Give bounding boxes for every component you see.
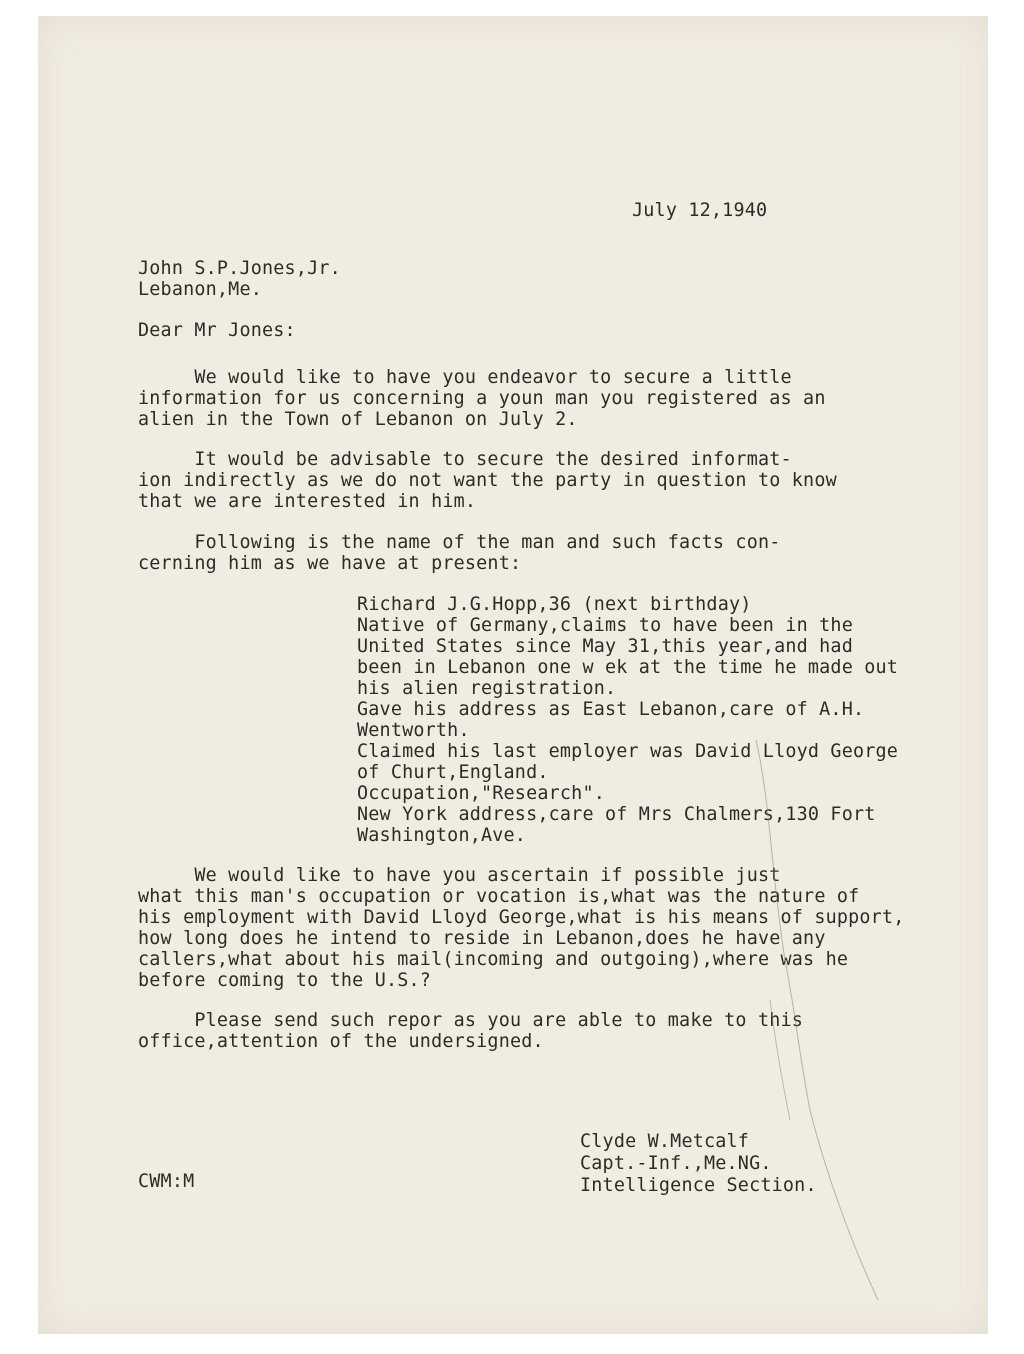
paragraph-line: office,attention of the undersigned. bbox=[138, 1031, 544, 1052]
paragraph-line: We would like to have you endeavor to secure a little bbox=[138, 367, 792, 388]
salutation: Dear Mr Jones: bbox=[138, 320, 296, 341]
paragraph-line: that we are interested in him. bbox=[138, 491, 477, 512]
paragraph-line: We would like to have you ascertain if possible just bbox=[138, 865, 781, 886]
paragraph-line: what this man's occupation or vocation is,what was the nature of bbox=[138, 886, 860, 907]
signature-name: Clyde W.Metcalf bbox=[580, 1131, 750, 1152]
recipient-town: Lebanon,Me. bbox=[138, 279, 262, 300]
detail-line: Occupation,"Research". bbox=[357, 783, 605, 804]
recipient-name: John S.P.Jones,Jr. bbox=[138, 258, 341, 279]
paragraph-line: information for us concerning a youn man you registered as an bbox=[138, 388, 826, 409]
detail-line: United States since May 31,this year,and had bbox=[357, 636, 853, 657]
paragraph-line: cerning him as we have at present: bbox=[138, 553, 522, 574]
paragraph-line: Please send such repor as you are able to make to this bbox=[138, 1010, 804, 1031]
letter-date: July 12,1940 bbox=[632, 200, 768, 221]
detail-line: Gave his address as East Lebanon,care of A.H. bbox=[357, 699, 865, 720]
detail-line: New York address,care of Mrs Chalmers,130 Fort bbox=[357, 804, 876, 825]
paragraph-line: how long does he intend to reside in Lebanon,does he have any bbox=[138, 928, 826, 949]
paragraph-line: his employment with David Lloyd George,what is his means of support, bbox=[138, 907, 905, 928]
detail-line: of Churt,England. bbox=[357, 762, 549, 783]
detail-line: Claimed his last employer was David Lloyd George bbox=[357, 741, 899, 762]
detail-line: Richard J.G.Hopp,36 (next birthday) bbox=[357, 594, 752, 615]
paragraph-line: callers,what about his mail(incoming and outgoing),where was he bbox=[138, 949, 849, 970]
signature-rank: Capt.-Inf.,Me.NG. bbox=[580, 1153, 772, 1174]
signature-section: Intelligence Section. bbox=[580, 1175, 817, 1196]
paragraph-line: alien in the Town of Lebanon on July 2. bbox=[138, 409, 578, 430]
detail-line: been in Lebanon one w ek at the time he made out bbox=[357, 657, 899, 678]
typist-initials: CWM:M bbox=[138, 1171, 195, 1192]
paragraph-line: It would be advisable to secure the desired informat- bbox=[138, 449, 792, 470]
detail-line: his alien registration. bbox=[357, 678, 617, 699]
detail-line: Wentworth. bbox=[357, 720, 470, 741]
paragraph-line: ion indirectly as we do not want the party in question to know bbox=[138, 470, 837, 491]
detail-line: Native of Germany,claims to have been in the bbox=[357, 615, 853, 636]
paragraph-line: Following is the name of the man and such facts con- bbox=[138, 532, 781, 553]
detail-line: Washington,Ave. bbox=[357, 825, 527, 846]
paragraph-line: before coming to the U.S.? bbox=[138, 970, 432, 991]
